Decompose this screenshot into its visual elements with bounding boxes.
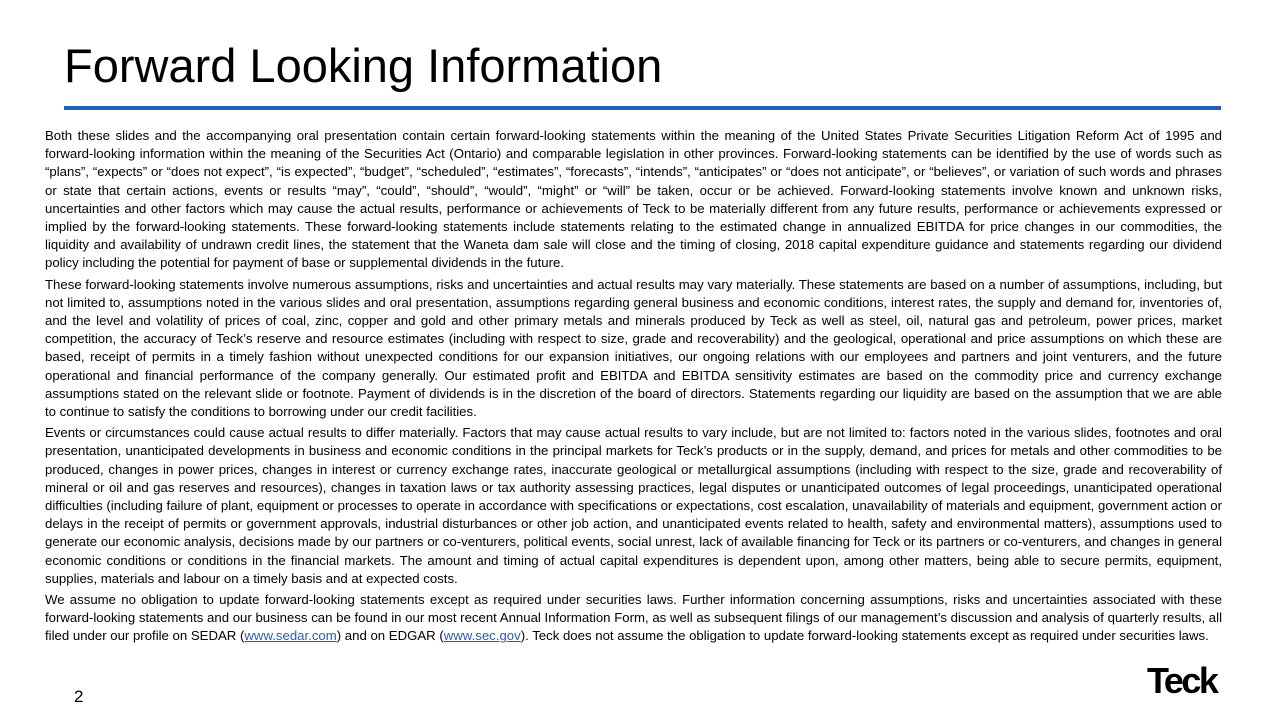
- paragraph-no-obligation: [45, 591, 1222, 646]
- teck-logo-text: Teck: [1147, 662, 1217, 698]
- no-obligation-text-1: We assume no obligation to update forward-looking statements except as required under securities laws. Further information concerning assumptions, risks and uncertainties associated with these forward-looking statements and our business can be found in our most recent Annual Information Form, as well as subsequent filings of our management’s discussion and analysis of quarterly results, all filed under our profile on SEDAR (: [45, 592, 1222, 644]
- page-number: 2: [74, 687, 84, 706]
- paragraph-assumptions: These forward-looking statements involve numerous assumptions, risks and uncertainties and actual results may vary materially. These statements are based on a number of assumptions, including, but not limited to, assumptions noted in the various slides and oral presentation, assumptions regarding general business and economic conditions, interest rates, the supply and demand for, inventories of, and the level and volatility of prices of coal, zinc, copper and gold and other primary metals and minerals produced by Teck as well as steel, oil, natural gas and petroleum, power prices, market competition, the accuracy of Teck’s reserve and resource estimates (including with respect to size, grade and recoverability) and the geological, operational and price assumptions on which these are based, receipt of permits in a timely fashion without unexpected conditions for our expansion initiatives, our ongoing relations with our employees and partners and joint venturers, and the future operational and financial performance of the company generally. Our estimated profit and EBITDA and EBITDA sensitivity estimates are based on the commodity price and currency exchange assumptions stated on the relevant slide or footnote. Payment of dividends is in the discretion of the board of directors. Statements regarding our liquidity are based on the assumption that we are able to continue to satisfy the conditions to borrowing under our credit facilities.: [45, 276, 1222, 420]
- sedar-link[interactable]: www.sedar.com: [244, 628, 337, 644]
- disclaimer-body: [45, 127, 1222, 649]
- teck-logo: [1147, 662, 1233, 698]
- edgar-link[interactable]: www.sec.gov: [443, 628, 521, 644]
- paragraph-risk-factors: Events or circumstances could cause actual results to differ materially. Factors that may cause actual results to vary include, but are not limited to: factors noted in the various slides, footnotes and oral presentation, unanticipated developments in business and economic conditions in the principal markets for Teck’s products or in the supply, demand, and prices for metals and other commodities to be produced, changes in power prices, changes in interest or currency exchange rates, inaccurate geological or metallurgical assumptions (including with respect to the size, grade and recoverability of mineral or oil and gas reserves and resources), changes in taxation laws or tax authority assessing practices, legal disputes or unanticipated outcomes of legal proceedings, unanticipated operational difficulties (including failure of plant, equipment or processes to operate in accordance with specifications or expectations, cost escalation, unavailability of materials and equipment, government action or delays in the receipt of permits or government approvals, industrial disturbances or other job action, and unanticipated events related to health, safety and environmental matters), assumptions used to generate our economic analysis, decisions made by our partners or co-venturers, political events, social unrest, lack of available financing for Teck or its partners or co-venturers, and changes in general economic conditions or conditions in the financial markets. The amount and timing of actual capital expenditures is dependent upon, among other matters, being able to secure permits, equipment, supplies, materials and labour on a timely basis and at expected costs.: [45, 425, 1222, 586]
- paragraph-forward-looking-intro: Both these slides and the accompanying oral presentation contain certain forward-looking statements within the meaning of the United States Private Securities Litigation Reform Act of 1995 and forward-looking information within the meaning of the Securities Act (Ontario) and comparable legislation in other provinces. Forward-looking statements can be identified by the use of words such as “plans”, “expects” or “does not expect”, “is expected”, “budget”, “scheduled”, “estimates”, “forecasts”, “intends”, “anticipates” or “does not anticipate”, or “believes”, or variation of such words and phrases or state that certain actions, events or results “may”, “could”, “should”, “would”, “might” or “will” be taken, occur or be achieved. Forward-looking statements involve known and unknown risks, uncertainties and other factors which may cause the actual results, performance or achievements of Teck to be materially different from any future results, performance or achievements expressed or implied by the forward-looking statements. These forward-looking statements include statements relating to the estimated change in annualized EBITDA for price changes in our commodities, the liquidity and availability of undrawn credit lines, the statement that the Waneta dam sale will close and the timing of closing, 2018 capital expenditure guidance and statements regarding our dividend policy including the potential for payment of base or supplemental dividends in the future.: [45, 128, 1222, 271]
- slide-title: Forward Looking Information: [64, 39, 663, 92]
- no-obligation-text-2: ) and on EDGAR (: [336, 628, 444, 644]
- title-divider: [64, 106, 1221, 110]
- no-obligation-text-3: ). Teck does not assume the obligation to update forward-looking statements except as required under securities laws.: [520, 628, 1209, 644]
